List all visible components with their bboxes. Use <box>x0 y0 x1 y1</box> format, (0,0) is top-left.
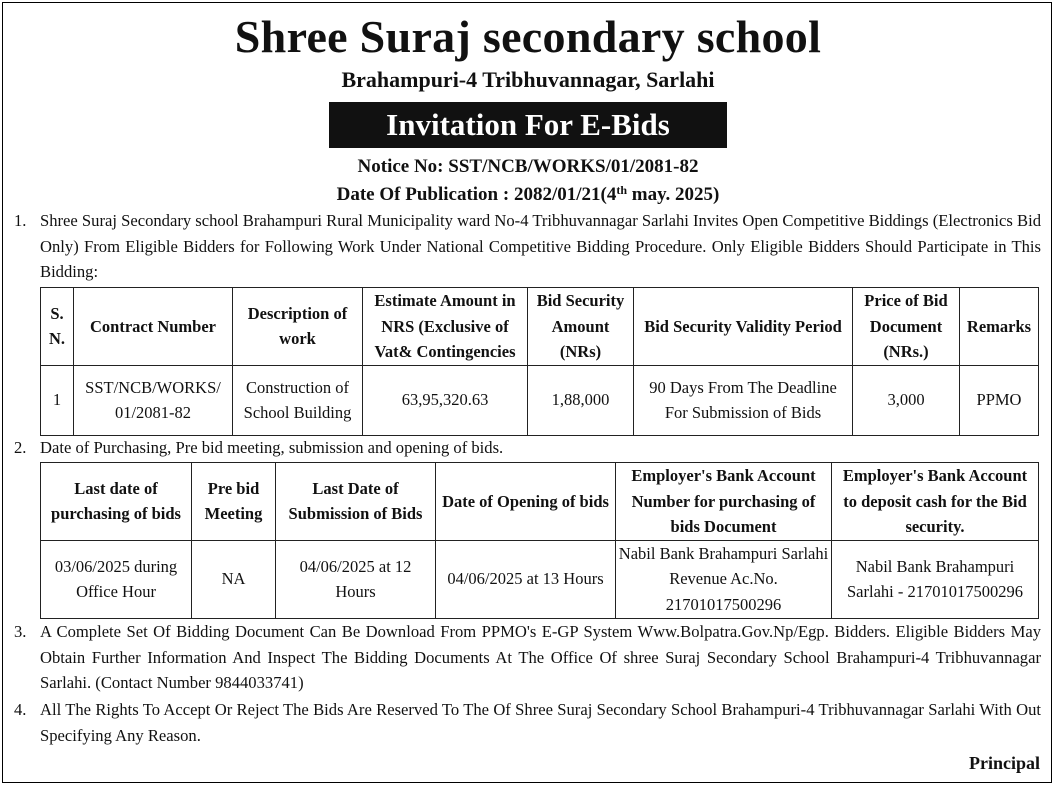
cell-opening-date: 04/06/2025 at 13 Hours <box>436 540 616 618</box>
cell-security-bank-account: Nabil Bank Brahampuri Sarlahi - 21701017500296 <box>832 540 1039 618</box>
header-last-purchase-date: Last date of purchasing of bids <box>41 463 192 541</box>
schedule-table <box>40 462 1039 619</box>
cell-description: Construction of School Building <box>233 365 363 435</box>
header-submission-date: Last Date of Submission of Bids <box>276 463 436 541</box>
contract-table-header <box>41 288 1039 366</box>
header-bid-security-amount: Bid Security Amount (NRs) <box>528 288 634 366</box>
clause-3-text: A Complete Set Of Bidding Document Can Be Download From PPMO's E-GP System Www.Bolpatra.Gov.Np/Egp. Bidders. Eligible Bidders May Obtain Further Information And Inspect The Bidding Documents At The Office Of shree Suraj Secondary School Brahampuri-4 Tribhuvannagar Sarlahi. (Contact Number 9844033741) <box>40 622 1041 692</box>
cell-submission-date: 04/06/2025 at 12 Hours <box>276 540 436 618</box>
clause-4-number: 4. <box>14 700 27 719</box>
publication-date <box>0 182 1056 208</box>
notice-number: Notice No: SST/NCB/WORKS/01/2081-82 <box>357 156 699 177</box>
clause-4-text: All The Rights To Accept Or Reject The Bids Are Reserved To The Of Shree Suraj Secondary School Brahampuri-4 Tribhuvannagar Sarlahi With Out Specifying Any Reason. <box>40 700 1041 745</box>
cell-serial-number: 1 <box>41 365 74 435</box>
header-validity-period: Bid Security Validity Period <box>634 288 853 366</box>
cell-validity-period: 90 Days From The Deadline For Submission of Bids <box>634 365 853 435</box>
header-security-bank-account: Employer's Bank Account to deposit cash for the Bid security. <box>832 463 1039 541</box>
header-purchase-bank-account: Employer's Bank Account Number for purchasing of bids Document <box>616 463 832 541</box>
cell-document-price: 3,000 <box>853 365 960 435</box>
clause-2-text: Date of Purchasing, Pre bid meeting, submission and opening of bids. <box>40 438 504 457</box>
cell-estimate-amount: 63,95,320.63 <box>363 365 528 435</box>
invitation-banner: Invitation For E-Bids <box>329 102 727 148</box>
clause-3 <box>14 619 1041 696</box>
header-description: Description of work <box>233 288 363 366</box>
header-remarks: Remarks <box>960 288 1039 366</box>
header-pre-bid-meeting: Pre bid Meeting <box>192 463 276 541</box>
clause-2 <box>14 435 1041 461</box>
cell-bid-security-amount: 1,88,000 <box>528 365 634 435</box>
school-address: Brahampuri-4 Tribhuvannagar, Sarlahi <box>341 67 715 92</box>
clause-1 <box>14 208 1041 285</box>
table-row <box>41 365 1039 435</box>
table-row <box>41 540 1039 618</box>
cell-remarks: PPMO <box>960 365 1039 435</box>
header-document-price: Price of Bid Document (NRs.) <box>853 288 960 366</box>
school-name: Shree Suraj secondary school <box>234 11 822 62</box>
header-estimate-amount: Estimate Amount in NRS (Exclusive of Vat& Contingencies <box>363 288 528 366</box>
cell-last-purchase-date: 03/06/2025 during Office Hour <box>41 540 192 618</box>
clause-1-text: Shree Suraj Secondary school Brahampuri Rural Municipality ward No-4 Tribhuvannagar Sarlahi Invites Open Competitive Biddings (Electronics Bid Only) From Eligible Bidders for Following Work Under National Competitive Bidding Procedure. Only Eligible Bidders Should Participate in This Bidding: <box>40 211 1041 281</box>
header-contract-number: Contract Number <box>74 288 233 366</box>
clause-1-number: 1. <box>14 211 27 230</box>
schedule-table-header <box>41 463 1039 541</box>
header-opening-date: Date of Opening of bids <box>436 463 616 541</box>
publication-date-ordinal: th <box>616 183 627 197</box>
cell-purchase-bank-account: Nabil Bank Brahampuri Sarlahi Revenue Ac.No. 21701017500296 <box>616 540 832 618</box>
header-serial-number: S. N. <box>41 288 74 366</box>
cell-contract-number: SST/NCB/WORKS/ 01/2081-82 <box>74 365 233 435</box>
clause-3-number: 3. <box>14 622 27 641</box>
clause-2-number: 2. <box>14 438 27 457</box>
publication-date-suffix: may. 2025) <box>627 184 720 205</box>
publication-date-prefix: Date Of Publication : 2082/01/21(4 <box>336 184 617 205</box>
clause-4 <box>14 697 1041 748</box>
contract-table <box>40 287 1039 436</box>
cell-pre-bid-meeting: NA <box>192 540 276 618</box>
signatory: Principal <box>969 753 1040 773</box>
